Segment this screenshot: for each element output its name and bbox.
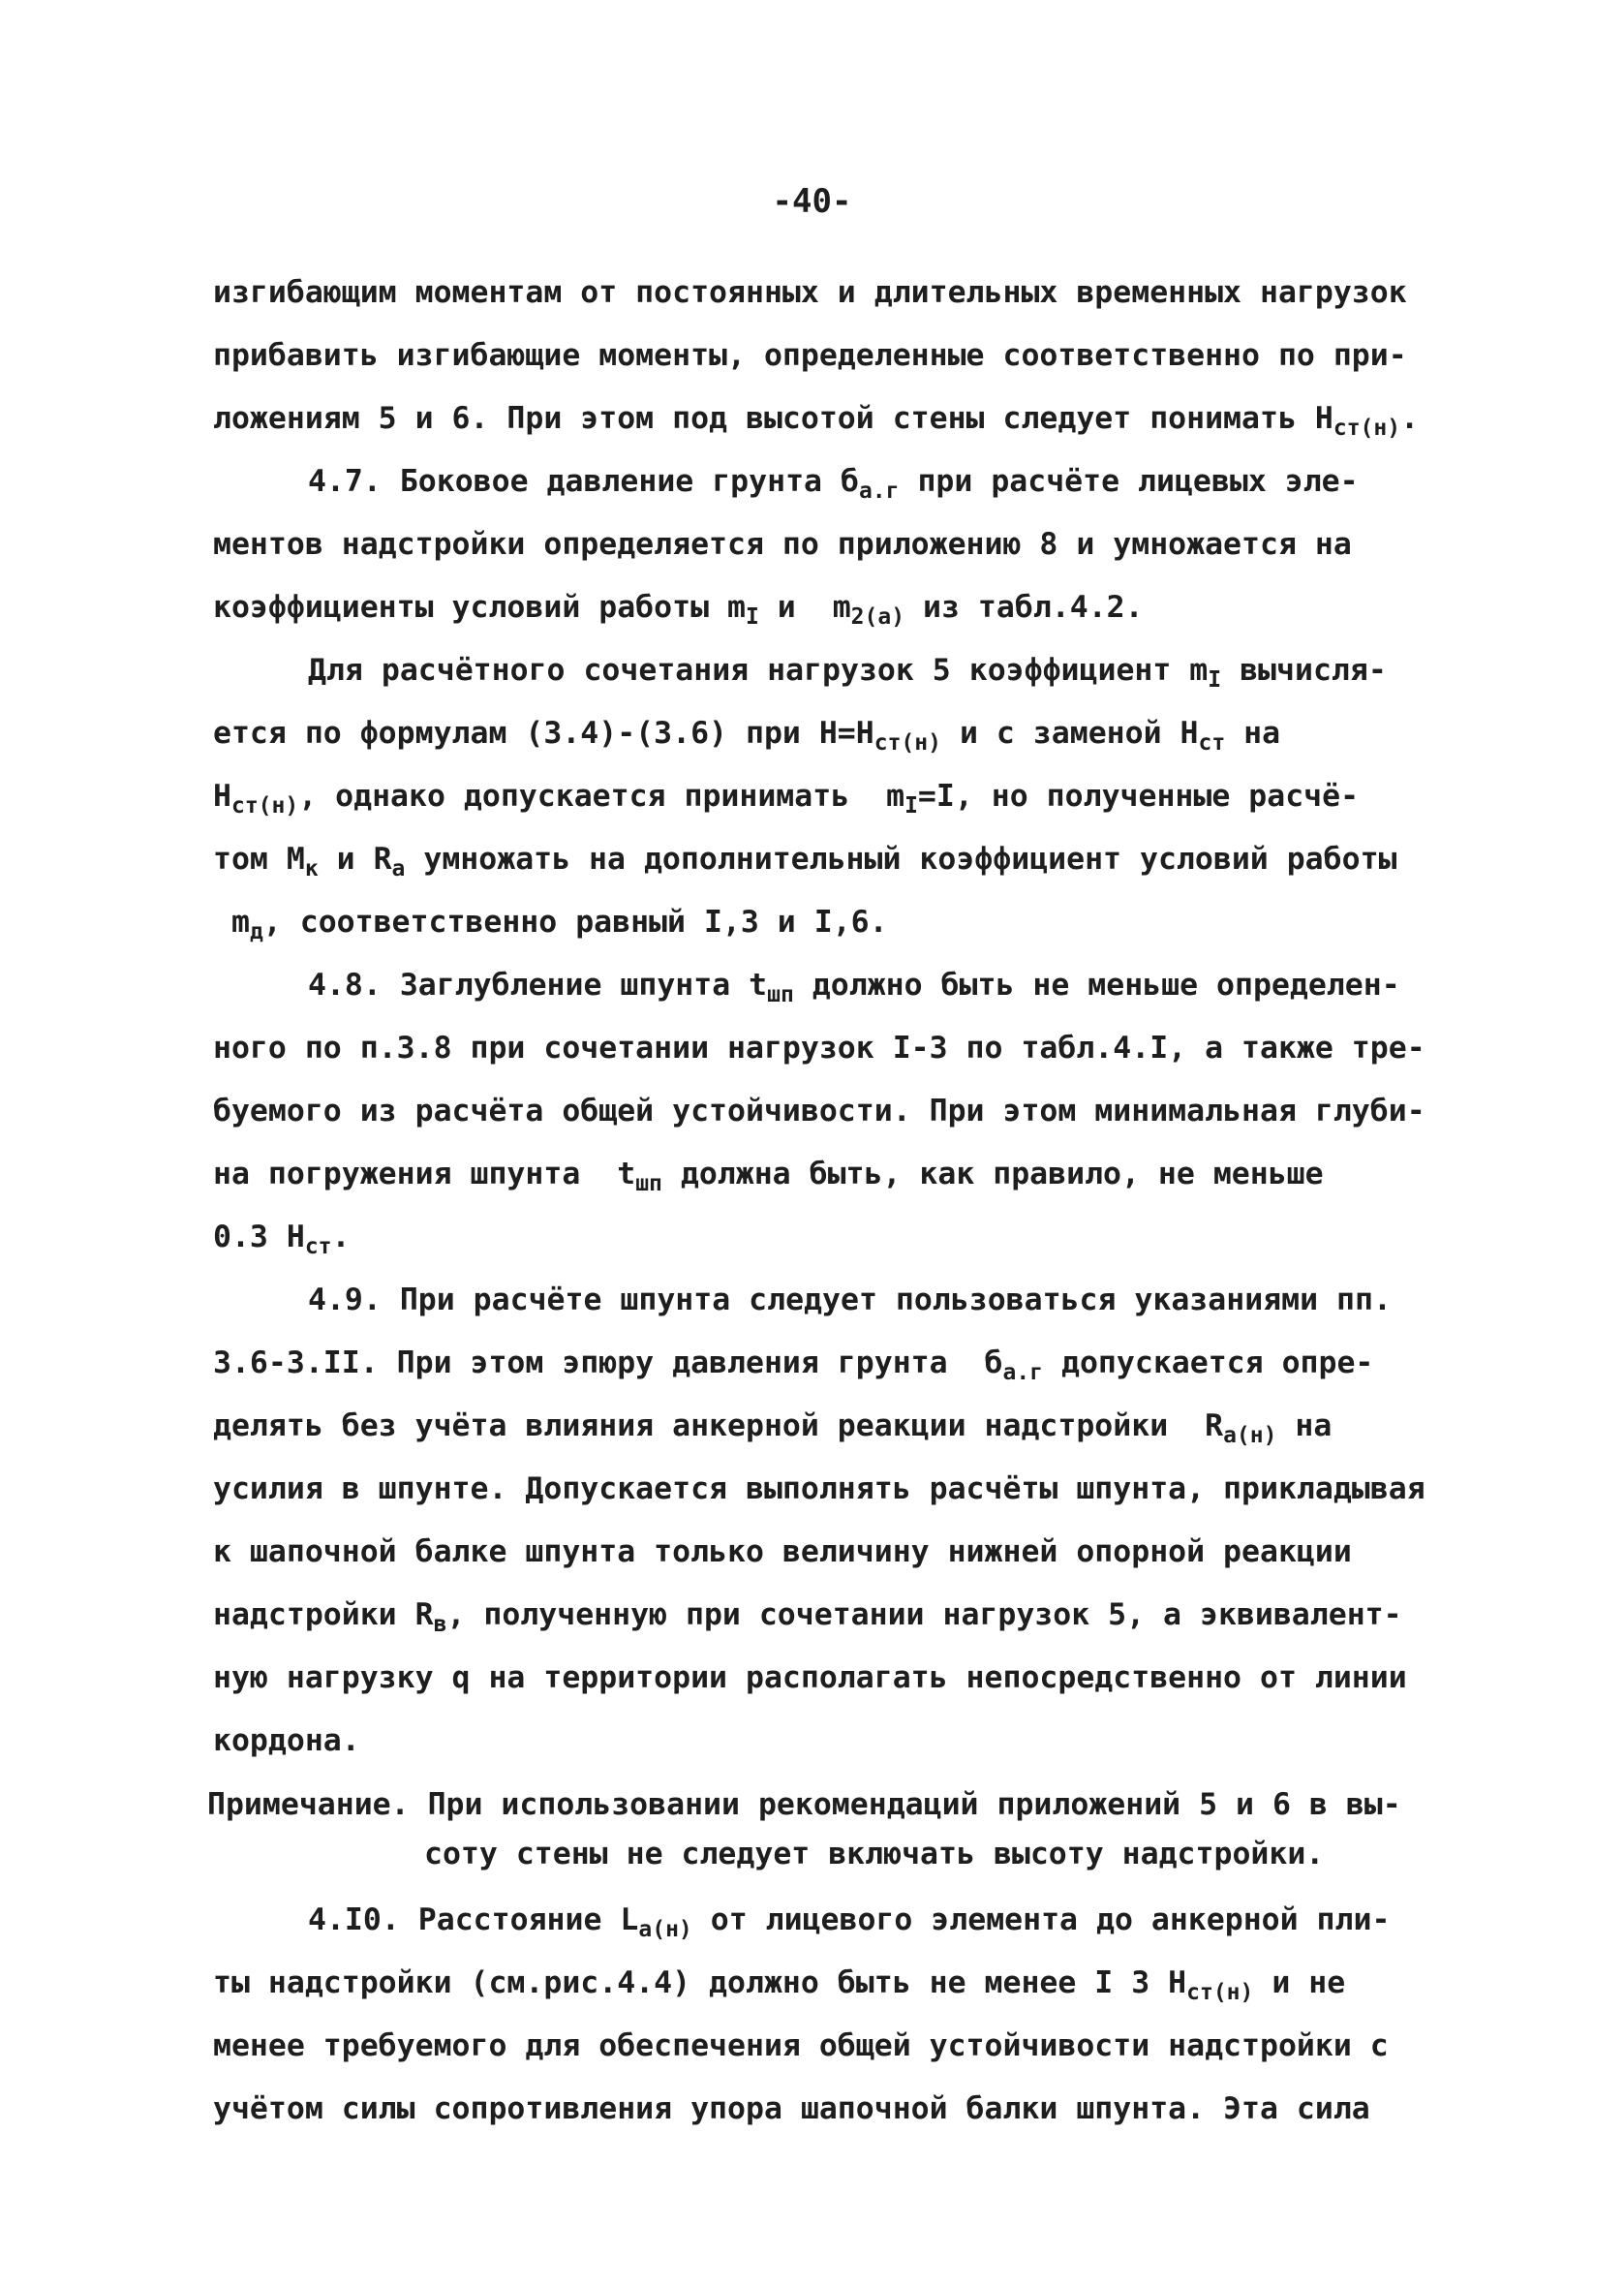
page-number: -40- bbox=[772, 182, 852, 221]
text-line: буемого из расчёта общей устойчивости. При этом минимальная глуби- bbox=[213, 1094, 1425, 1129]
text-line: 3.6-3.II. При этом эпюру давления грунта $б_{а.г}$ допускается опре- bbox=[213, 1345, 1374, 1385]
body-text bbox=[207, 262, 1472, 2141]
text-line: том $М_к$ и $R_а$ умножать на дополнительный коэффициент условий работы bbox=[213, 842, 1397, 881]
text-line: кордона. bbox=[213, 1723, 360, 1758]
note: Примечание. При использовании рекомендаций приложений 5 и 6 в вы- bbox=[207, 1787, 1401, 1822]
text-line: менее требуемого для обеспечения общей устойчивости надстройки с bbox=[213, 2028, 1389, 2063]
text-line: ного по п.3.8 при сочетании нагрузок I-3 по табл.4.I, а также тре- bbox=[213, 1031, 1425, 1066]
paragraph-load-combination: Для расчётного сочетания нагрузок 5 коэффициент $m_I$ вычисля- bbox=[308, 653, 1387, 693]
section-4-9: 4.9. При расчёте шпунта следует пользоваться указаниями пп. bbox=[308, 1283, 1392, 1317]
section-4-8: 4.8. Заглубление шпунта $t_{шп}$ должно быть не меньше определен- bbox=[308, 968, 1400, 1007]
text-line: ты надстройки (см.рис.4.4) должно быть не менее I 3 $Н_{ст(н)}$ и не bbox=[213, 1965, 1346, 2005]
section-4-7: 4.7. Боковое давление грунта $б_{а.г}$ при расчёте лицевых эле- bbox=[308, 464, 1359, 504]
text-line: ложениям 5 и 6. При этом под высотой стены следует понимать $Н_{ст(н)}$. bbox=[213, 401, 1420, 441]
text-line: $Н_{ст(н)}$, однако допускается принимать $m_I=I$, но полученные расчё- bbox=[213, 779, 1360, 819]
text-line: надстройки $R_в$, полученную при сочетании нагрузок 5, а эквивалент- bbox=[213, 1597, 1402, 1637]
text-line: 0.3 $Н_{ст}$. bbox=[213, 1220, 351, 1259]
text-line: ную нагрузку q на территории располагать непосредственно от линии bbox=[213, 1660, 1407, 1695]
text-line: коэффициенты условий работы $m_I$ и $m_{2(а)}$ из табл.4.2. bbox=[213, 590, 1144, 630]
text-line: делять без учёта влияния анкерной реакции надстройки $R_{а(н)}$ на bbox=[213, 1408, 1333, 1448]
note-continuation: соту стены не следует включать высоту надстройки. bbox=[424, 1837, 1325, 1871]
text-line: $m_д$, соответственно равный I,3 и I,6. bbox=[213, 905, 888, 944]
text-line: изгибающим моментам от постоянных и длительных временных нагрузок bbox=[213, 275, 1407, 310]
text-line: ментов надстройки определяется по приложению 8 и умножается на bbox=[213, 527, 1352, 562]
text-line: ется по формулам (3.4)-(3.6) при $Н=Н_{ст(н)}$ и с заменой $Н_{ст}$ на bbox=[213, 716, 1281, 756]
text-line: к шапочной балке шпунта только величину нижней опорной реакции bbox=[213, 1534, 1352, 1569]
text-line: на погружения шпунта $t_{шп}$ должна быть, как правило, не меньше bbox=[213, 1157, 1324, 1196]
text-line: прибавить изгибающие моменты, определенные соответственно по при- bbox=[213, 338, 1407, 373]
section-4-10: 4.I0. Расстояние $L_{а(н)}$ от лицевого элемента до анкерной пли- bbox=[308, 1902, 1391, 1942]
text-line: учётом силы сопротивления упора шапочной балки шпунта. Эта сила bbox=[213, 2091, 1370, 2126]
text-line: усилия в шпунте. Допускается выполнять расчёты шпунта, прикладывая bbox=[213, 1471, 1425, 1506]
